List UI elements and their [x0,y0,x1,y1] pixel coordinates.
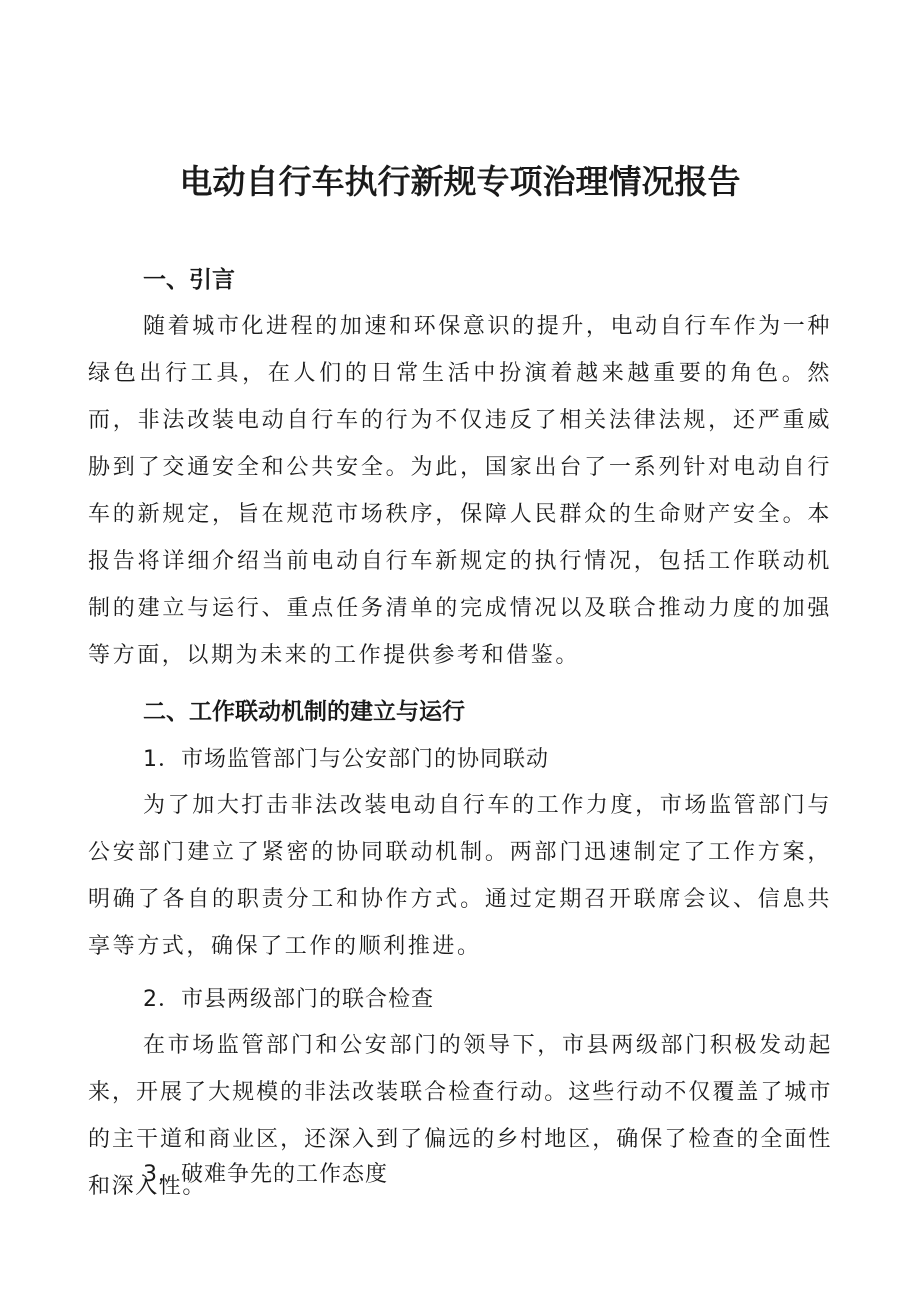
subsection-paragraph-1: 为了加大打击非法改装电动自行车的工作力度，市场监管部门与公安部门建立了紧密的协同联动机制。两部门迅速制定了工作方案，明确了各自的职责分工和协作方式。通过定期召开联席会议、信息共享等方式，确保了工作的顺利推进。 [88,793,832,959]
document-title: 电动自行车执行新规专项治理情况报告 [179,162,741,201]
subsection-paragraph-2: 在市场监管部门和公安部门的领导下，市县两级部门积极发动起来，开展了大规模的非法改装联合检查行动。这些行动不仅覆盖了城市的主干道和商业区，还深入到了偏远的乡村地区，确保了检查的全面性和深入性。 [88,1033,832,1199]
section-heading-introduction: 一、引言 [143,267,235,293]
subsection-heading-3: 3．破难争先的工作态度 [143,1162,388,1187]
introduction-paragraph: 随着城市化进程的加速和环保意识的提升，电动自行车作为一种绿色出行工具，在人们的日常生活中扮演着越来越重要的角色。然而，非法改装电动自行车的行为不仅违反了相关法律法规，还严重威胁到了交通安全和公共安全。为此，国家出台了一系列针对电动自行车的新规定，旨在规范市场秩序，保障人民群众的生命财产安全。本报告将详细介绍当前电动自行车新规定的执行情况，包括工作联动机制的建立与运行、重点任务清单的完成情况以及联合推动力度的加强等方面，以期为未来的工作提供参考和借鉴。 [88,314,832,668]
section-heading-linkage-mechanism: 二、工作联动机制的建立与运行 [143,699,465,725]
subsection-heading-2: 2．市县两级部门的联合检查 [143,987,434,1012]
subsection-heading-1: 1．市场监管部门与公安部门的协同联动 [143,747,549,772]
